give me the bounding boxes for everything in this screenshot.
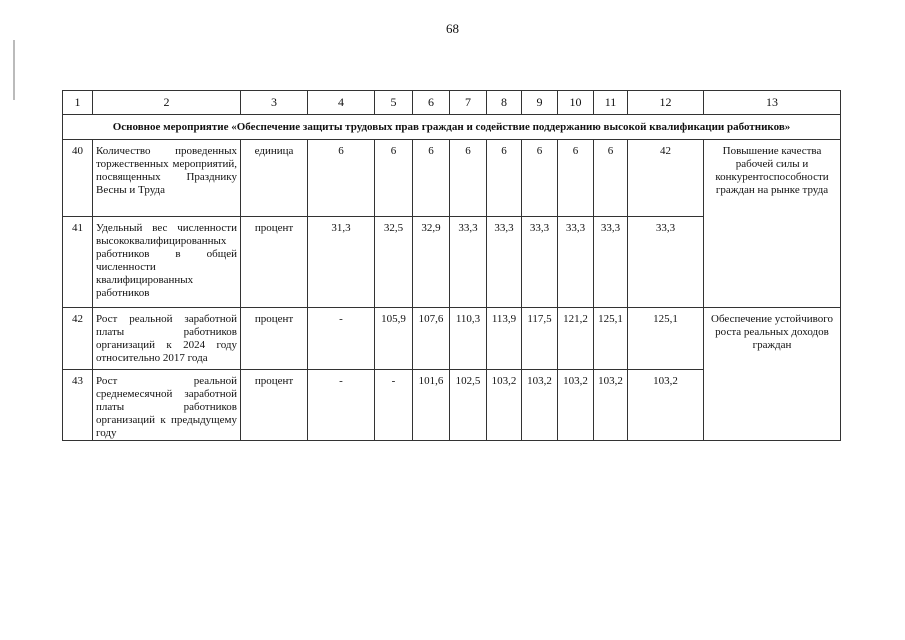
measures-table [62,90,841,441]
unit-cell: процент [241,217,308,308]
value-cell: 121,2 [558,308,594,370]
value-cell: 103,2 [487,370,522,441]
header-row [63,91,841,115]
value-cell: - [308,370,375,441]
scan-artifact [13,40,15,100]
header-cell: 2 [93,91,241,115]
value-cell: 6 [308,140,375,217]
result-cell: Обеспечение устойчивого роста реальных доходов граждан [704,308,841,441]
value-cell: 33,3 [594,217,628,308]
header-cell: 13 [704,91,841,115]
value-cell: 33,3 [487,217,522,308]
value-cell: 103,2 [628,370,704,441]
value-cell: 33,3 [558,217,594,308]
header-cell: 9 [522,91,558,115]
value-cell: 125,1 [628,308,704,370]
section-row [63,115,841,140]
value-cell: 33,3 [522,217,558,308]
value-cell: 107,6 [413,308,450,370]
value-cell: 6 [487,140,522,217]
header-cell: 11 [594,91,628,115]
table-row [63,308,841,370]
value-cell: 103,2 [594,370,628,441]
value-cell: 113,9 [487,308,522,370]
header-cell: 7 [450,91,487,115]
unit-cell: единица [241,140,308,217]
value-cell: 32,9 [413,217,450,308]
value-cell: 6 [375,140,413,217]
indicator-name: Удельный вес численности высококвалифицированных работников в общей численности квалифицированных работников [93,217,241,308]
section-title: Основное мероприятие «Обеспечение защиты трудовых прав граждан и содействие поддержанию высокой квалификации работников» [63,115,841,140]
header-cell: 8 [487,91,522,115]
value-cell: 6 [558,140,594,217]
value-cell: 33,3 [628,217,704,308]
value-cell: - [375,370,413,441]
value-cell: 110,3 [450,308,487,370]
value-cell: 6 [594,140,628,217]
value-cell: 102,5 [450,370,487,441]
header-cell: 10 [558,91,594,115]
value-cell: 33,3 [450,217,487,308]
unit-cell: процент [241,370,308,441]
value-cell: 125,1 [594,308,628,370]
header-cell: 1 [63,91,93,115]
value-cell: 103,2 [558,370,594,441]
value-cell: 101,6 [413,370,450,441]
value-cell: 103,2 [522,370,558,441]
value-cell: 6 [522,140,558,217]
value-cell: 31,3 [308,217,375,308]
header-cell: 5 [375,91,413,115]
row-number: 42 [63,308,93,370]
header-cell: 3 [241,91,308,115]
header-cell: 6 [413,91,450,115]
page-number: 68 [446,21,459,36]
row-number: 43 [63,370,93,441]
value-cell: 32,5 [375,217,413,308]
result-cell: Повышение качества рабочей силы и конкурентоспособности граждан на рынке труда [704,140,841,308]
value-cell: 105,9 [375,308,413,370]
indicator-name: Количество проведенных торжественных мероприятий, посвященных Празднику Весны и Труда [93,140,241,217]
indicator-name: Рост реальной среднемесячной заработной платы работников организаций к предыдущему году [93,370,241,441]
unit-cell: процент [241,308,308,370]
value-cell: 6 [450,140,487,217]
value-cell: 117,5 [522,308,558,370]
value-cell: 6 [413,140,450,217]
indicator-name: Рост реальной заработной платы работников организаций к 2024 году относительно 2017 года [93,308,241,370]
header-cell: 4 [308,91,375,115]
value-cell: - [308,308,375,370]
value-cell: 42 [628,140,704,217]
row-number: 40 [63,140,93,217]
table-row [63,140,841,217]
header-cell: 12 [628,91,704,115]
row-number: 41 [63,217,93,308]
